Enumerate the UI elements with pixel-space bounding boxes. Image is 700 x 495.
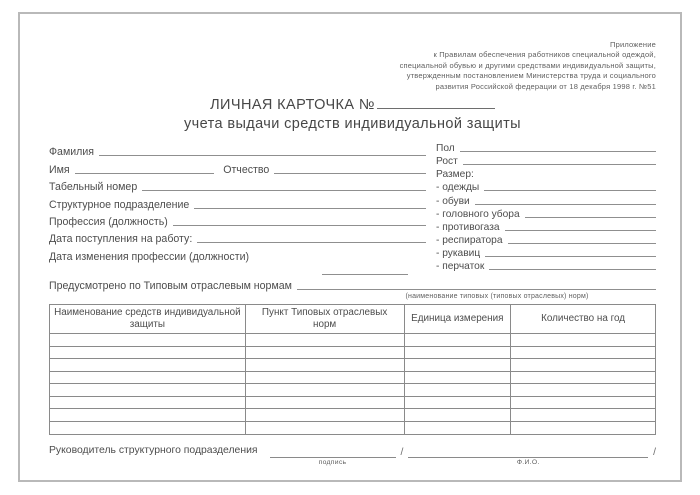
field-row-size-respirator [436, 233, 656, 246]
field-row-size-gloves [436, 259, 656, 272]
gender-label: Пол [436, 143, 455, 155]
size-gloves-blank-line [489, 269, 656, 270]
field-row-size-gas-mask [436, 220, 656, 233]
table-cell [245, 346, 404, 359]
table-cell [50, 359, 246, 372]
first-name-blank-line [75, 173, 215, 174]
profession-blank-line [173, 225, 426, 226]
size-mittens-blank-line [485, 256, 656, 257]
table-cell [404, 396, 511, 409]
ppe-table [49, 304, 656, 435]
field-row-profession-change-date [49, 245, 426, 262]
separator-slash: / [653, 446, 656, 458]
table-row [50, 371, 656, 384]
size-gloves-label: - перчаток [436, 260, 485, 272]
size-footwear-label: - обуви [436, 195, 470, 207]
height-label: Рост [436, 156, 458, 168]
field-row-employment-date [49, 228, 426, 245]
table-cell [511, 333, 656, 346]
size-clothing-blank-line [484, 190, 656, 191]
appendix-note-line: утвержденным постановлением Министерства труда и социального [406, 71, 656, 81]
form-title-text: ЛИЧНАЯ КАРТОЧКА № [210, 97, 375, 114]
field-row-department [49, 193, 426, 210]
column-header-unit: Единица измерения [404, 304, 511, 333]
ppe-table-body [50, 333, 656, 434]
norms-blank-line [297, 289, 656, 290]
field-row-height [436, 154, 656, 167]
table-cell [511, 384, 656, 397]
full-name-caption: Ф.И.О. [516, 459, 540, 467]
table-row [50, 333, 656, 346]
signature-field [270, 445, 396, 467]
fields-area [49, 141, 656, 275]
table-cell [50, 396, 246, 409]
form-subtitle: учета выдачи средств индивидуальной защиты [183, 116, 522, 133]
full-name-blank-line [408, 445, 648, 458]
table-cell [511, 396, 656, 409]
field-row-size-mittens [436, 246, 656, 259]
table-cell [50, 371, 246, 384]
signature-caption: подпись [318, 459, 347, 467]
field-row-size-footwear [436, 193, 656, 206]
form-title [49, 97, 656, 113]
separator-slash: / [400, 446, 404, 458]
table-cell [511, 422, 656, 435]
footer-section [49, 445, 656, 467]
size-gas-mask-blank-line [505, 230, 656, 231]
table-cell [50, 422, 246, 435]
size-header-label: Размер: [436, 169, 474, 181]
department-blank-line [194, 208, 426, 209]
field-row-surname [49, 141, 426, 158]
field-row-size-header [436, 167, 656, 180]
field-row-size-headgear [436, 207, 656, 220]
table-cell [404, 422, 511, 435]
page-content [20, 14, 680, 466]
column-header-norms-clause: Пункт Типовых отраслевых норм [245, 304, 404, 333]
gender-blank-line [460, 151, 656, 152]
size-respirator-blank-line [508, 243, 656, 244]
appendix-note-line: развития Российской федерации от 18 декабря 1998 г. №51 [435, 81, 656, 91]
table-cell [245, 384, 404, 397]
size-headgear-label: - головного убора [436, 208, 520, 220]
header-row [50, 304, 656, 333]
card-number-blank-line [377, 107, 495, 109]
size-respirator-label: - респиратора [436, 234, 503, 246]
signature-blank-line [270, 445, 396, 458]
supervisor-label: Руководитель структурного подразделения [49, 444, 258, 456]
patronymic-blank-line [274, 173, 426, 174]
appendix-note-line: Приложение [610, 40, 656, 49]
field-row-personnel-number [49, 176, 426, 193]
table-row [50, 346, 656, 359]
personnel-number-blank-line [142, 190, 426, 191]
table-cell [50, 346, 246, 359]
table-cell [245, 422, 404, 435]
profession-change-blank-line [322, 263, 408, 275]
personnel-number-label: Табельный номер [49, 181, 138, 194]
column-header-item-name: Наименование средств индивидуальной защиты [50, 304, 246, 333]
size-headgear-blank-line [525, 217, 656, 218]
attributes-column [436, 141, 656, 275]
table-cell [50, 409, 246, 422]
field-row-name-patronymic [49, 158, 426, 175]
table-cell [245, 409, 404, 422]
surname-label: Фамилия [49, 146, 94, 159]
table-row [50, 359, 656, 372]
table-cell [245, 396, 404, 409]
employment-date-label: Дата поступления на работу: [49, 233, 193, 246]
size-clothing-label: - одежды [436, 182, 480, 194]
size-gas-mask-label: - противогаза [436, 221, 500, 233]
table-row [50, 384, 656, 397]
appendix-note-line: специальной обувью и другими средствами индивидуальной защиты, [399, 60, 656, 70]
appendix-note [49, 40, 656, 92]
table-cell [245, 333, 404, 346]
table-cell [511, 409, 656, 422]
table-cell [404, 333, 511, 346]
table-cell [404, 371, 511, 384]
field-row-gender [436, 141, 656, 154]
field-row-extra-blank [49, 263, 426, 275]
table-row [50, 422, 656, 435]
height-blank-line [463, 164, 656, 165]
table-cell [511, 371, 656, 384]
document-page [18, 12, 682, 482]
patronymic-label: Отчество [223, 163, 270, 176]
norms-caption: (наименование типовых (типовых отраслевых) норм) [405, 292, 589, 300]
size-footwear-blank-line [475, 204, 656, 205]
table-cell [245, 371, 404, 384]
field-row-profession [49, 211, 426, 228]
norms-row [49, 280, 656, 292]
table-cell [50, 333, 246, 346]
norms-section [49, 280, 656, 300]
size-mittens-label: - рукавиц [436, 247, 481, 259]
surname-blank-line [99, 155, 426, 156]
full-name-field [408, 445, 648, 467]
profession-label: Профессия (должность) [49, 215, 168, 228]
table-row [50, 396, 656, 409]
table-cell [511, 359, 656, 372]
table-cell [245, 359, 404, 372]
table-cell [404, 384, 511, 397]
profession-change-date-label: Дата изменения профессии (должности) [49, 250, 250, 263]
ppe-table-header [50, 304, 656, 333]
table-cell [404, 409, 511, 422]
field-row-size-clothing [436, 180, 656, 193]
table-cell [404, 346, 511, 359]
table-cell [404, 359, 511, 372]
norms-label: Предусмотрено по Типовым отраслевым нормам [49, 279, 292, 292]
column-header-qty-per-year: Количество на год [511, 304, 656, 333]
title-block [49, 97, 656, 132]
department-label: Структурное подразделение [49, 198, 190, 211]
first-name-label: Имя [49, 163, 70, 176]
table-row [50, 409, 656, 422]
employment-date-blank-line [197, 242, 426, 243]
appendix-note-line: к Правилам обеспечения работников специальной одеждой, [433, 50, 656, 60]
personal-fields-column [49, 141, 426, 275]
table-cell [50, 384, 246, 397]
table-cell [511, 346, 656, 359]
